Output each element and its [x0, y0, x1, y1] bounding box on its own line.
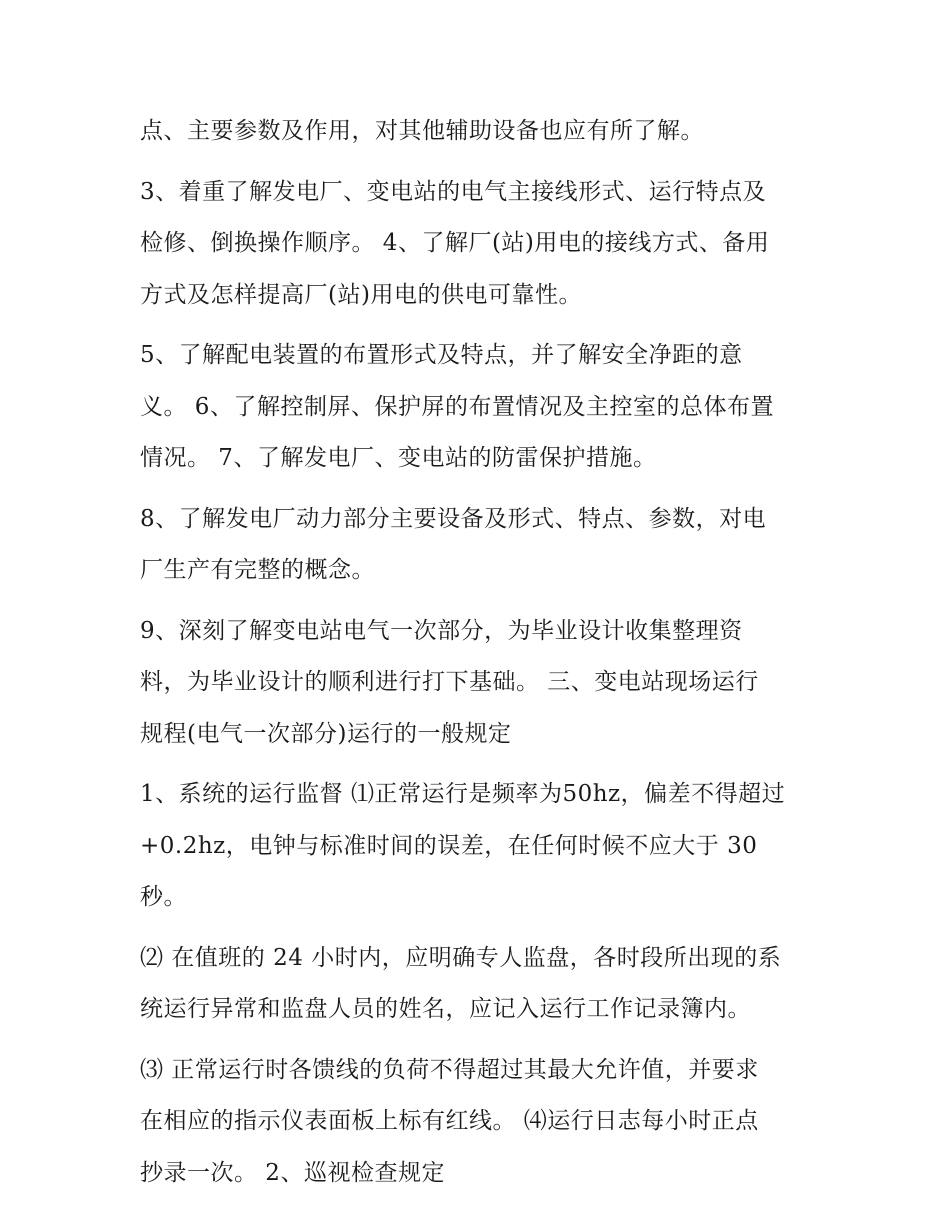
- text-line-3: 检修、倒换操作顺序。 4、了解厂(站)用电的接线方式、备用: [140, 230, 770, 256]
- text-line-2: 3、着重了解发电厂、变电站的电气主接线形式、运行特点及: [140, 178, 767, 205]
- text-line-6: 义。 6、了解控制屏、保护屏的布置情况及主控室的总体布置: [140, 393, 774, 420]
- text-line-9: 厂生产有完整的概念。: [140, 557, 375, 583]
- text-line-13: 1、系统的运行监督 ⑴正常运行是频率为50hz，偏差不得超过: [140, 781, 786, 807]
- text-line-18: ⑶ 正常运行时各馈线的负荷不得超过其最大允许值，并要求: [140, 1056, 759, 1083]
- text-line-12: 规程(电气一次部分)运行的一般规定: [140, 720, 512, 747]
- text-line-19: 在相应的指示仪表面板上标有红线。 ⑷运行日志每小时正点: [140, 1108, 759, 1134]
- text-line-20: 抄录一次。 2、巡视检查规定: [140, 1159, 445, 1186]
- text-line-4: 方式及怎样提高厂(站)用电的供电可靠性。: [140, 281, 582, 308]
- text-line-17: 统运行异常和监盘人员的姓名，应记入运行工作记录簿内。: [140, 996, 751, 1022]
- text-line-10: 9、深刻了解变电站电气一次部分，为毕业设计收集整理资: [140, 617, 743, 644]
- text-line-7: 情况。 7、了解发电厂、变电站的防雷保护措施。: [140, 445, 657, 471]
- text-line-5: 5、了解配电装置的布置形式及特点，并了解安全净距的意: [140, 342, 743, 368]
- text-line-14: +0.2hz，电钟与标准时间的误差，在任何时候不应大于 30: [140, 832, 758, 859]
- text-line-15: 秒。: [140, 884, 187, 910]
- text-line-8: 8、了解发电厂动力部分主要设备及形式、特点、参数，对电: [140, 505, 767, 532]
- body-text: [140, 106, 820, 1199]
- text-line-1: 点、主要参数及作用，对其他辅助设备也应有所了解。: [140, 118, 704, 144]
- text-line-16: ⑵ 在值班的 24 小时内，应明确专人监盘，各时段所出现的系: [140, 944, 782, 971]
- text-line-11: 料，为毕业设计的顺利进行打下基础。 三、变电站现场运行: [140, 669, 759, 695]
